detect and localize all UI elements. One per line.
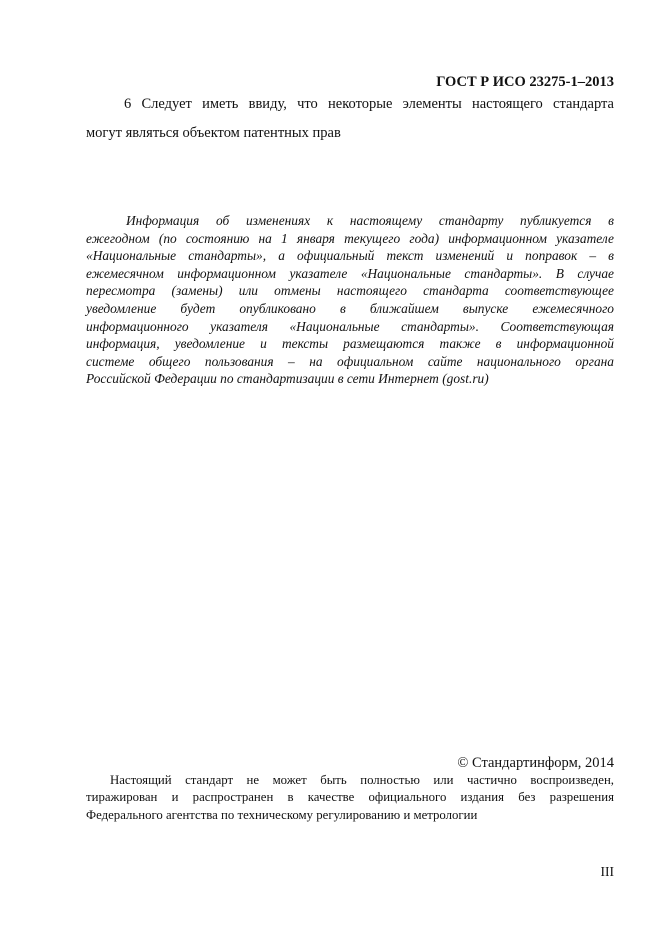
info-line: ежегодном (по состоянию на 1 января текущего года) информационном указателе (86, 230, 614, 246)
amendments-info-block (86, 212, 614, 388)
notice-line-text: Настоящий стандарт не может быть полностью или частично воспроизведен, (110, 773, 614, 787)
info-line: «Национальные стандарты», а официальный текст изменений и поправок – в (86, 248, 614, 264)
info-line: системе общего пользования – на официальном сайте национального органа (86, 353, 614, 369)
page-number: III (600, 864, 614, 879)
info-line (86, 212, 614, 230)
notice-line (86, 772, 614, 789)
info-line: ежемесячном информационном указателе «Национальные стандарты». В случае (86, 265, 614, 281)
section-6-line-2: могут являться объектом патентных прав (86, 125, 341, 141)
info-line: уведомление будет опубликовано в ближайшем выпуске ежемесячного (86, 300, 614, 316)
info-line: информационного указателя «Национальные стандарты». Соответствующая (86, 318, 614, 334)
section-6-paragraph (86, 94, 614, 115)
info-line: информация, уведомление и тексты размещаются также в информационной (86, 336, 614, 352)
notice-line: Федерального агентства по техническому регулированию и метрологии (86, 807, 478, 822)
copyright-line: © Стандартинформ, 2014 (457, 755, 614, 771)
notice-line: тиражирован и распространен в качестве официального издания без разрешения (86, 790, 614, 805)
info-line-text: Информация об изменениях к настоящему стандарту публикуется в (126, 213, 614, 228)
info-line: пересмотра (замены) или отмены настоящего стандарта соответствующее (86, 283, 614, 299)
reproduction-notice (86, 772, 614, 824)
standard-code-header: ГОСТ Р ИСО 23275-1–2013 (436, 74, 614, 90)
section-6-line-1: 6 Следует иметь ввиду, что некоторые элементы настоящего стандарта (124, 96, 614, 112)
info-line: Российской Федерации по стандартизации в сети Интернет (gost.ru) (86, 371, 489, 387)
